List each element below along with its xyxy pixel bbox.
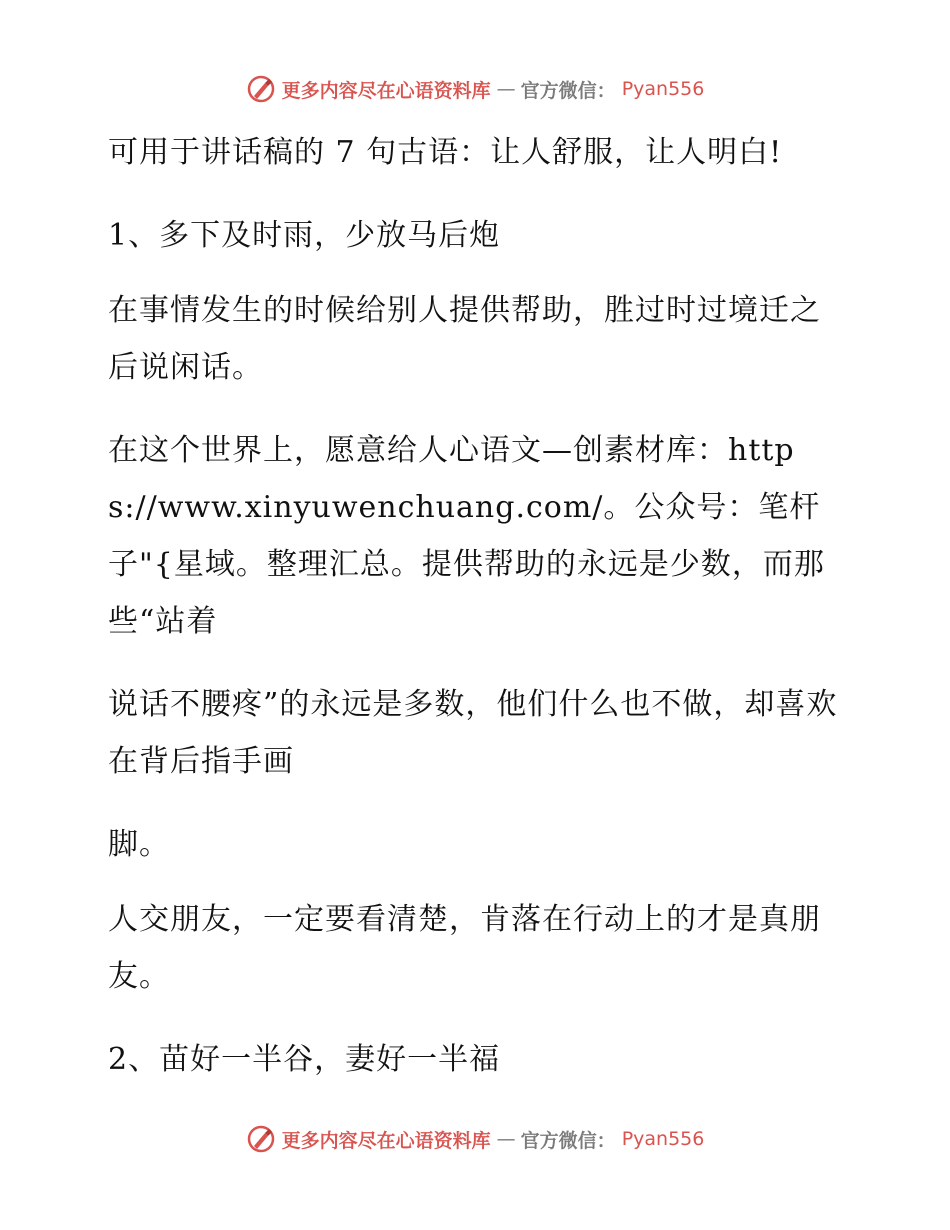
section-heading-2: 2、苗好一半谷，妻好一半福 <box>108 1042 501 1077</box>
paragraph: 在这个世界上，愿意给人心语文—创素材库：https://www.xinyuwenchuang.com/。公众号：笔杆子"{星域。整理汇总。提供帮助的永远是少数，而那些“站着 <box>108 433 825 639</box>
watermark-site-text: 更多内容尽在心语资料库 <box>281 1129 491 1152</box>
paragraph: 脚。 <box>108 827 170 862</box>
watermark-wechat-id: Pyan556 <box>621 1128 705 1150</box>
document-body <box>98 124 838 1114</box>
paragraph: 说话不腰疼”的永远是多数，他们什么也不做，却喜欢在背后指手画 <box>108 687 838 779</box>
watermark-dash: — <box>496 1128 515 1150</box>
paragraph: 人交朋友，一定要看清楚，肯落在行动上的才是真朋友。 <box>108 902 821 994</box>
pen-logo-icon <box>246 1124 276 1154</box>
section-heading-1: 1、多下及时雨，少放马后炮 <box>108 218 501 253</box>
watermark-dash: — <box>496 78 515 100</box>
watermark-site-text: 更多内容尽在心语资料库 <box>281 79 491 102</box>
pen-logo-icon <box>246 74 276 104</box>
watermark-wechat-label: 官方微信： <box>520 79 616 102</box>
paragraph: 在事情发生的时候给别人提供帮助，胜过时过境迁之后说闲话。 <box>108 293 821 385</box>
watermark-wechat-id: Pyan556 <box>621 78 705 100</box>
document-title: 可用于讲话稿的 7 句古语：让人舒服，让人明白! <box>108 135 783 170</box>
footer-watermark <box>0 1124 950 1154</box>
header-watermark <box>0 74 950 104</box>
watermark-wechat-label: 官方微信： <box>520 1129 616 1152</box>
